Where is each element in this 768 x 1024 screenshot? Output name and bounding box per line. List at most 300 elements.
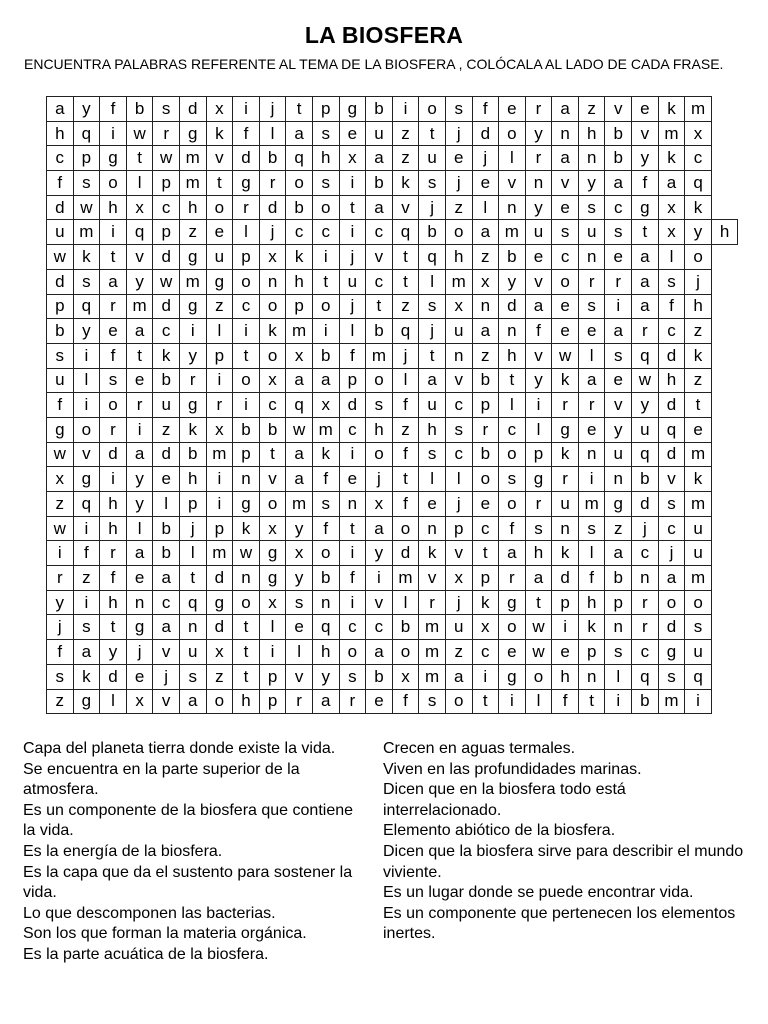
grid-letter-cell[interactable]: b bbox=[632, 467, 659, 492]
grid-letter-cell[interactable]: a bbox=[100, 269, 127, 294]
grid-letter-cell[interactable]: o bbox=[685, 245, 712, 270]
grid-letter-cell[interactable]: x bbox=[126, 195, 153, 220]
grid-letter-cell[interactable]: x bbox=[259, 590, 286, 615]
grid-letter-cell[interactable]: p bbox=[339, 368, 366, 393]
grid-letter-cell[interactable]: o bbox=[233, 368, 260, 393]
grid-letter-cell[interactable]: s bbox=[153, 97, 180, 122]
grid-letter-cell[interactable]: f bbox=[100, 97, 127, 122]
grid-letter-cell[interactable]: n bbox=[525, 171, 552, 196]
grid-letter-cell[interactable]: r bbox=[339, 689, 366, 714]
grid-letter-cell[interactable]: s bbox=[419, 294, 446, 319]
grid-letter-cell[interactable]: j bbox=[259, 220, 286, 245]
grid-letter-cell[interactable]: y bbox=[100, 640, 127, 665]
grid-letter-cell[interactable]: q bbox=[179, 590, 206, 615]
grid-letter-cell[interactable]: t bbox=[366, 294, 393, 319]
grid-letter-cell[interactable]: g bbox=[233, 171, 260, 196]
grid-letter-cell[interactable]: x bbox=[286, 343, 313, 368]
grid-letter-cell[interactable]: y bbox=[126, 467, 153, 492]
grid-letter-cell[interactable]: b bbox=[632, 689, 659, 714]
grid-letter-cell[interactable]: a bbox=[605, 319, 632, 344]
grid-letter-cell[interactable]: k bbox=[259, 319, 286, 344]
grid-letter-cell[interactable]: f bbox=[632, 171, 659, 196]
grid-letter-cell[interactable]: l bbox=[472, 195, 499, 220]
grid-letter-cell[interactable]: r bbox=[100, 417, 127, 442]
grid-letter-cell[interactable]: s bbox=[312, 171, 339, 196]
grid-letter-cell[interactable]: b bbox=[153, 516, 180, 541]
grid-letter-cell[interactable]: r bbox=[632, 590, 659, 615]
grid-letter-cell[interactable]: q bbox=[392, 220, 419, 245]
grid-letter-cell[interactable]: g bbox=[126, 615, 153, 640]
grid-letter-cell[interactable]: u bbox=[605, 442, 632, 467]
grid-letter-cell[interactable]: t bbox=[100, 615, 127, 640]
grid-letter-cell[interactable]: h bbox=[685, 294, 712, 319]
grid-letter-cell[interactable]: a bbox=[605, 541, 632, 566]
grid-letter-cell[interactable]: t bbox=[685, 393, 712, 418]
grid-letter-cell[interactable]: j bbox=[339, 245, 366, 270]
grid-letter-cell[interactable]: o bbox=[312, 294, 339, 319]
grid-letter-cell[interactable]: x bbox=[472, 615, 499, 640]
grid-letter-cell[interactable]: b bbox=[153, 368, 180, 393]
grid-letter-cell[interactable]: c bbox=[312, 220, 339, 245]
grid-letter-cell[interactable]: x bbox=[445, 566, 472, 591]
grid-letter-cell[interactable]: o bbox=[499, 615, 526, 640]
grid-letter-cell[interactable]: a bbox=[366, 516, 393, 541]
grid-letter-cell[interactable]: a bbox=[73, 640, 100, 665]
grid-letter-cell[interactable]: p bbox=[206, 516, 233, 541]
grid-letter-cell[interactable]: e bbox=[605, 245, 632, 270]
grid-letter-cell[interactable]: o bbox=[259, 492, 286, 517]
grid-letter-cell[interactable]: a bbox=[366, 640, 393, 665]
grid-letter-cell[interactable]: v bbox=[366, 245, 393, 270]
grid-letter-cell[interactable]: m bbox=[499, 220, 526, 245]
grid-letter-cell[interactable]: k bbox=[419, 541, 446, 566]
grid-letter-cell[interactable]: j bbox=[632, 516, 659, 541]
grid-letter-cell[interactable]: e bbox=[472, 492, 499, 517]
grid-letter-cell[interactable]: f bbox=[47, 640, 74, 665]
grid-letter-cell[interactable]: m bbox=[126, 294, 153, 319]
grid-letter-cell[interactable]: p bbox=[259, 664, 286, 689]
grid-letter-cell[interactable]: u bbox=[685, 541, 712, 566]
grid-letter-cell[interactable]: x bbox=[366, 492, 393, 517]
grid-letter-cell[interactable]: q bbox=[286, 393, 313, 418]
grid-letter-cell[interactable]: y bbox=[685, 220, 712, 245]
grid-letter-cell[interactable]: v bbox=[392, 195, 419, 220]
grid-letter-cell[interactable]: p bbox=[179, 492, 206, 517]
grid-letter-cell[interactable]: r bbox=[153, 121, 180, 146]
grid-letter-cell[interactable]: o bbox=[366, 442, 393, 467]
grid-letter-cell[interactable]: n bbox=[578, 442, 605, 467]
grid-letter-cell[interactable]: s bbox=[445, 97, 472, 122]
grid-letter-cell[interactable]: p bbox=[525, 442, 552, 467]
grid-letter-cell[interactable]: w bbox=[73, 195, 100, 220]
grid-letter-cell[interactable]: c bbox=[153, 590, 180, 615]
grid-letter-cell[interactable]: x bbox=[206, 97, 233, 122]
grid-letter-cell[interactable]: n bbox=[179, 615, 206, 640]
grid-letter-cell[interactable]: n bbox=[233, 566, 260, 591]
grid-letter-cell[interactable]: s bbox=[685, 615, 712, 640]
grid-letter-cell[interactable]: k bbox=[206, 121, 233, 146]
grid-letter-cell[interactable]: o bbox=[73, 417, 100, 442]
grid-letter-cell[interactable]: n bbox=[499, 319, 526, 344]
grid-letter-cell[interactable]: c bbox=[632, 640, 659, 665]
grid-letter-cell[interactable]: e bbox=[126, 368, 153, 393]
grid-letter-cell[interactable]: q bbox=[73, 492, 100, 517]
grid-letter-cell[interactable]: q bbox=[73, 294, 100, 319]
grid-letter-cell[interactable]: b bbox=[259, 146, 286, 171]
grid-letter-cell[interactable]: c bbox=[339, 417, 366, 442]
grid-letter-cell[interactable]: n bbox=[419, 516, 446, 541]
grid-letter-cell[interactable]: y bbox=[73, 97, 100, 122]
grid-letter-cell[interactable]: e bbox=[472, 171, 499, 196]
grid-letter-cell[interactable]: s bbox=[578, 294, 605, 319]
grid-letter-cell[interactable]: u bbox=[525, 220, 552, 245]
grid-letter-cell[interactable]: e bbox=[552, 319, 579, 344]
grid-letter-cell[interactable]: m bbox=[73, 220, 100, 245]
grid-letter-cell[interactable]: l bbox=[286, 640, 313, 665]
grid-letter-cell[interactable]: o bbox=[233, 590, 260, 615]
grid-letter-cell[interactable]: h bbox=[100, 195, 127, 220]
grid-letter-cell[interactable]: k bbox=[233, 516, 260, 541]
grid-letter-cell[interactable]: y bbox=[126, 269, 153, 294]
grid-letter-cell[interactable]: j bbox=[339, 294, 366, 319]
grid-letter-cell[interactable]: q bbox=[685, 171, 712, 196]
grid-letter-cell[interactable]: v bbox=[445, 541, 472, 566]
grid-letter-cell[interactable]: j bbox=[445, 492, 472, 517]
grid-letter-cell[interactable]: n bbox=[552, 516, 579, 541]
grid-letter-cell[interactable]: d bbox=[392, 541, 419, 566]
grid-letter-cell[interactable]: s bbox=[419, 689, 446, 714]
grid-letter-cell[interactable]: k bbox=[578, 615, 605, 640]
grid-letter-cell[interactable]: q bbox=[126, 220, 153, 245]
grid-letter-cell[interactable]: r bbox=[286, 689, 313, 714]
grid-letter-cell[interactable]: i bbox=[206, 467, 233, 492]
grid-letter-cell[interactable]: c bbox=[366, 220, 393, 245]
grid-letter-cell[interactable]: l bbox=[100, 689, 127, 714]
grid-letter-cell[interactable]: d bbox=[658, 343, 685, 368]
grid-letter-cell[interactable]: k bbox=[286, 245, 313, 270]
grid-letter-cell[interactable]: o bbox=[499, 121, 526, 146]
grid-letter-cell[interactable]: t bbox=[312, 269, 339, 294]
grid-letter-cell[interactable]: t bbox=[179, 566, 206, 591]
grid-letter-cell[interactable]: i bbox=[685, 689, 712, 714]
grid-letter-cell[interactable]: r bbox=[525, 492, 552, 517]
grid-letter-cell[interactable]: q bbox=[419, 245, 446, 270]
grid-letter-cell[interactable]: b bbox=[153, 541, 180, 566]
grid-letter-cell[interactable]: b bbox=[259, 417, 286, 442]
grid-letter-cell[interactable]: t bbox=[339, 195, 366, 220]
grid-letter-cell[interactable]: g bbox=[259, 541, 286, 566]
grid-letter-cell[interactable]: n bbox=[472, 294, 499, 319]
grid-letter-cell[interactable]: i bbox=[339, 220, 366, 245]
grid-letter-cell[interactable]: a bbox=[366, 146, 393, 171]
grid-letter-cell[interactable]: x bbox=[392, 664, 419, 689]
grid-letter-cell[interactable]: f bbox=[499, 516, 526, 541]
grid-letter-cell[interactable]: p bbox=[206, 343, 233, 368]
grid-letter-cell[interactable]: t bbox=[578, 689, 605, 714]
grid-letter-cell[interactable]: o bbox=[312, 195, 339, 220]
grid-letter-cell[interactable]: z bbox=[605, 516, 632, 541]
grid-letter-cell[interactable]: t bbox=[392, 467, 419, 492]
grid-letter-cell[interactable]: y bbox=[632, 146, 659, 171]
grid-letter-cell[interactable]: r bbox=[472, 417, 499, 442]
grid-letter-cell[interactable]: f bbox=[47, 171, 74, 196]
grid-letter-cell[interactable]: o bbox=[339, 640, 366, 665]
grid-letter-cell[interactable]: p bbox=[445, 516, 472, 541]
grid-letter-cell[interactable]: o bbox=[206, 195, 233, 220]
grid-letter-cell[interactable]: i bbox=[339, 171, 366, 196]
grid-letter-cell[interactable]: l bbox=[392, 590, 419, 615]
grid-letter-cell[interactable]: t bbox=[206, 171, 233, 196]
grid-letter-cell[interactable]: c bbox=[632, 541, 659, 566]
grid-letter-cell[interactable]: x bbox=[259, 368, 286, 393]
grid-letter-cell[interactable]: z bbox=[578, 97, 605, 122]
grid-letter-cell[interactable]: f bbox=[312, 516, 339, 541]
grid-letter-cell[interactable]: i bbox=[73, 393, 100, 418]
grid-letter-cell[interactable]: v bbox=[259, 467, 286, 492]
grid-letter-cell[interactable]: x bbox=[206, 640, 233, 665]
grid-letter-cell[interactable]: r bbox=[552, 467, 579, 492]
grid-letter-cell[interactable]: l bbox=[499, 146, 526, 171]
grid-letter-cell[interactable]: c bbox=[286, 220, 313, 245]
grid-letter-cell[interactable]: w bbox=[525, 615, 552, 640]
grid-letter-cell[interactable]: h bbox=[179, 195, 206, 220]
grid-letter-cell[interactable]: g bbox=[179, 245, 206, 270]
grid-letter-cell[interactable]: g bbox=[73, 689, 100, 714]
grid-letter-cell[interactable]: l bbox=[259, 615, 286, 640]
grid-letter-cell[interactable]: g bbox=[47, 417, 74, 442]
grid-letter-cell[interactable]: g bbox=[658, 640, 685, 665]
grid-letter-cell[interactable]: t bbox=[419, 121, 446, 146]
grid-letter-cell[interactable]: a bbox=[312, 689, 339, 714]
grid-letter-cell[interactable]: v bbox=[605, 97, 632, 122]
grid-letter-cell[interactable]: m bbox=[445, 269, 472, 294]
grid-letter-cell[interactable]: x bbox=[472, 269, 499, 294]
grid-letter-cell[interactable]: c bbox=[233, 294, 260, 319]
grid-letter-cell[interactable]: n bbox=[312, 590, 339, 615]
grid-letter-cell[interactable]: s bbox=[47, 343, 74, 368]
grid-letter-cell[interactable]: k bbox=[552, 368, 579, 393]
grid-letter-cell[interactable]: s bbox=[100, 368, 127, 393]
grid-letter-cell[interactable]: e bbox=[100, 319, 127, 344]
grid-letter-cell[interactable]: d bbox=[632, 492, 659, 517]
grid-letter-cell[interactable]: k bbox=[312, 442, 339, 467]
grid-letter-cell[interactable]: e bbox=[419, 492, 446, 517]
grid-letter-cell[interactable]: a bbox=[286, 368, 313, 393]
grid-letter-cell[interactable]: m bbox=[419, 664, 446, 689]
grid-letter-cell[interactable]: a bbox=[658, 566, 685, 591]
grid-letter-cell[interactable]: v bbox=[605, 393, 632, 418]
grid-letter-cell[interactable]: e bbox=[206, 220, 233, 245]
grid-letter-cell[interactable]: k bbox=[73, 245, 100, 270]
grid-letter-cell[interactable]: l bbox=[339, 319, 366, 344]
grid-letter-cell[interactable]: h bbox=[578, 121, 605, 146]
grid-letter-cell[interactable]: z bbox=[472, 245, 499, 270]
grid-letter-cell[interactable]: z bbox=[47, 492, 74, 517]
grid-letter-cell[interactable]: n bbox=[605, 467, 632, 492]
grid-letter-cell[interactable]: x bbox=[286, 541, 313, 566]
grid-letter-cell[interactable]: q bbox=[632, 343, 659, 368]
grid-letter-cell[interactable]: e bbox=[499, 97, 526, 122]
grid-letter-cell[interactable]: i bbox=[312, 319, 339, 344]
grid-letter-cell[interactable]: n bbox=[552, 121, 579, 146]
grid-letter-cell[interactable]: e bbox=[578, 319, 605, 344]
grid-letter-cell[interactable]: p bbox=[472, 393, 499, 418]
grid-letter-cell[interactable]: l bbox=[153, 492, 180, 517]
grid-letter-cell[interactable]: m bbox=[578, 492, 605, 517]
grid-letter-cell[interactable]: p bbox=[153, 171, 180, 196]
grid-letter-cell[interactable]: u bbox=[47, 220, 74, 245]
grid-letter-cell[interactable]: m bbox=[658, 689, 685, 714]
grid-letter-cell[interactable]: i bbox=[578, 467, 605, 492]
grid-letter-cell[interactable]: a bbox=[578, 368, 605, 393]
grid-letter-cell[interactable]: a bbox=[286, 467, 313, 492]
grid-letter-cell[interactable]: m bbox=[685, 97, 712, 122]
grid-letter-cell[interactable]: m bbox=[419, 615, 446, 640]
grid-letter-cell[interactable]: t bbox=[126, 343, 153, 368]
grid-letter-cell[interactable]: k bbox=[552, 541, 579, 566]
grid-letter-cell[interactable]: l bbox=[578, 541, 605, 566]
grid-letter-cell[interactable]: p bbox=[472, 566, 499, 591]
grid-letter-cell[interactable]: k bbox=[153, 343, 180, 368]
grid-letter-cell[interactable]: z bbox=[392, 121, 419, 146]
grid-letter-cell[interactable]: b bbox=[605, 121, 632, 146]
grid-letter-cell[interactable]: c bbox=[499, 417, 526, 442]
grid-letter-cell[interactable]: n bbox=[233, 467, 260, 492]
grid-letter-cell[interactable]: m bbox=[366, 343, 393, 368]
grid-letter-cell[interactable]: n bbox=[578, 146, 605, 171]
grid-letter-cell[interactable]: r bbox=[47, 566, 74, 591]
grid-letter-cell[interactable]: v bbox=[445, 368, 472, 393]
grid-letter-cell[interactable]: v bbox=[658, 467, 685, 492]
grid-letter-cell[interactable]: f bbox=[100, 566, 127, 591]
grid-letter-cell[interactable]: m bbox=[658, 121, 685, 146]
grid-letter-cell[interactable]: n bbox=[578, 664, 605, 689]
grid-letter-cell[interactable]: x bbox=[206, 417, 233, 442]
grid-letter-cell[interactable]: z bbox=[685, 319, 712, 344]
grid-letter-cell[interactable]: q bbox=[73, 121, 100, 146]
grid-letter-cell[interactable]: k bbox=[658, 146, 685, 171]
grid-letter-cell[interactable]: w bbox=[552, 343, 579, 368]
grid-letter-cell[interactable]: t bbox=[126, 146, 153, 171]
grid-letter-cell[interactable]: d bbox=[259, 195, 286, 220]
grid-letter-cell[interactable]: h bbox=[312, 640, 339, 665]
grid-letter-cell[interactable]: t bbox=[233, 615, 260, 640]
grid-letter-cell[interactable]: h bbox=[658, 368, 685, 393]
grid-letter-cell[interactable]: z bbox=[392, 417, 419, 442]
grid-letter-cell[interactable]: o bbox=[392, 516, 419, 541]
grid-letter-cell[interactable]: w bbox=[126, 121, 153, 146]
grid-letter-cell[interactable]: s bbox=[366, 393, 393, 418]
grid-letter-cell[interactable]: f bbox=[233, 121, 260, 146]
grid-letter-cell[interactable]: e bbox=[153, 467, 180, 492]
grid-letter-cell[interactable]: f bbox=[525, 319, 552, 344]
grid-letter-cell[interactable]: n bbox=[632, 566, 659, 591]
grid-letter-cell[interactable]: l bbox=[578, 343, 605, 368]
grid-letter-cell[interactable]: g bbox=[206, 269, 233, 294]
grid-letter-cell[interactable]: i bbox=[472, 664, 499, 689]
grid-letter-cell[interactable]: e bbox=[286, 615, 313, 640]
grid-letter-cell[interactable]: b bbox=[605, 566, 632, 591]
grid-letter-cell[interactable]: j bbox=[366, 467, 393, 492]
grid-letter-cell[interactable]: j bbox=[419, 319, 446, 344]
grid-letter-cell[interactable]: f bbox=[73, 541, 100, 566]
grid-letter-cell[interactable]: l bbox=[126, 516, 153, 541]
grid-letter-cell[interactable]: i bbox=[206, 492, 233, 517]
grid-letter-cell[interactable]: h bbox=[419, 417, 446, 442]
grid-letter-cell[interactable]: w bbox=[153, 146, 180, 171]
grid-letter-cell[interactable]: d bbox=[47, 269, 74, 294]
grid-letter-cell[interactable]: s bbox=[605, 640, 632, 665]
grid-letter-cell[interactable]: r bbox=[578, 269, 605, 294]
grid-letter-cell[interactable]: a bbox=[472, 319, 499, 344]
grid-letter-cell[interactable]: p bbox=[233, 442, 260, 467]
grid-letter-cell[interactable]: n bbox=[126, 590, 153, 615]
grid-letter-cell[interactable]: t bbox=[233, 640, 260, 665]
grid-letter-cell[interactable]: y bbox=[286, 516, 313, 541]
grid-letter-cell[interactable]: a bbox=[632, 269, 659, 294]
grid-letter-cell[interactable]: u bbox=[685, 640, 712, 665]
grid-letter-cell[interactable]: i bbox=[100, 467, 127, 492]
grid-letter-cell[interactable]: f bbox=[392, 492, 419, 517]
grid-letter-cell[interactable]: i bbox=[47, 541, 74, 566]
grid-letter-cell[interactable]: i bbox=[499, 689, 526, 714]
grid-letter-cell[interactable]: u bbox=[339, 269, 366, 294]
grid-letter-cell[interactable]: y bbox=[632, 393, 659, 418]
grid-letter-cell[interactable]: w bbox=[632, 368, 659, 393]
grid-letter-cell[interactable]: p bbox=[259, 689, 286, 714]
grid-letter-cell[interactable]: j bbox=[179, 516, 206, 541]
grid-letter-cell[interactable]: m bbox=[685, 442, 712, 467]
grid-letter-cell[interactable]: y bbox=[47, 590, 74, 615]
grid-letter-cell[interactable]: w bbox=[233, 541, 260, 566]
grid-letter-cell[interactable]: j bbox=[472, 146, 499, 171]
grid-letter-cell[interactable]: a bbox=[499, 541, 526, 566]
grid-letter-cell[interactable]: o bbox=[100, 393, 127, 418]
grid-letter-cell[interactable]: d bbox=[499, 294, 526, 319]
grid-letter-cell[interactable]: s bbox=[339, 664, 366, 689]
grid-letter-cell[interactable]: p bbox=[47, 294, 74, 319]
grid-letter-cell[interactable]: a bbox=[153, 566, 180, 591]
grid-letter-cell[interactable]: a bbox=[153, 615, 180, 640]
grid-letter-cell[interactable]: p bbox=[233, 245, 260, 270]
grid-letter-cell[interactable]: a bbox=[126, 442, 153, 467]
grid-letter-cell[interactable]: s bbox=[552, 220, 579, 245]
grid-letter-cell[interactable]: i bbox=[73, 590, 100, 615]
grid-letter-cell[interactable]: l bbox=[658, 245, 685, 270]
grid-letter-cell[interactable]: s bbox=[286, 590, 313, 615]
grid-letter-cell[interactable]: p bbox=[73, 146, 100, 171]
grid-letter-cell[interactable]: m bbox=[206, 442, 233, 467]
grid-letter-cell[interactable]: m bbox=[419, 640, 446, 665]
grid-letter-cell[interactable]: i bbox=[233, 97, 260, 122]
grid-letter-cell[interactable]: j bbox=[259, 97, 286, 122]
grid-letter-cell[interactable]: c bbox=[552, 245, 579, 270]
grid-letter-cell[interactable]: v bbox=[632, 121, 659, 146]
grid-letter-cell[interactable]: r bbox=[578, 393, 605, 418]
grid-letter-cell[interactable]: x bbox=[658, 195, 685, 220]
grid-letter-cell[interactable]: b bbox=[366, 171, 393, 196]
grid-letter-cell[interactable]: n bbox=[499, 195, 526, 220]
grid-letter-cell[interactable]: m bbox=[685, 492, 712, 517]
grid-letter-cell[interactable]: e bbox=[552, 640, 579, 665]
grid-letter-cell[interactable]: l bbox=[499, 393, 526, 418]
grid-letter-cell[interactable]: h bbox=[711, 220, 738, 245]
grid-letter-cell[interactable]: a bbox=[525, 294, 552, 319]
grid-letter-cell[interactable]: o bbox=[472, 467, 499, 492]
grid-letter-cell[interactable]: l bbox=[206, 319, 233, 344]
grid-letter-cell[interactable]: y bbox=[312, 664, 339, 689]
grid-letter-cell[interactable]: f bbox=[100, 343, 127, 368]
